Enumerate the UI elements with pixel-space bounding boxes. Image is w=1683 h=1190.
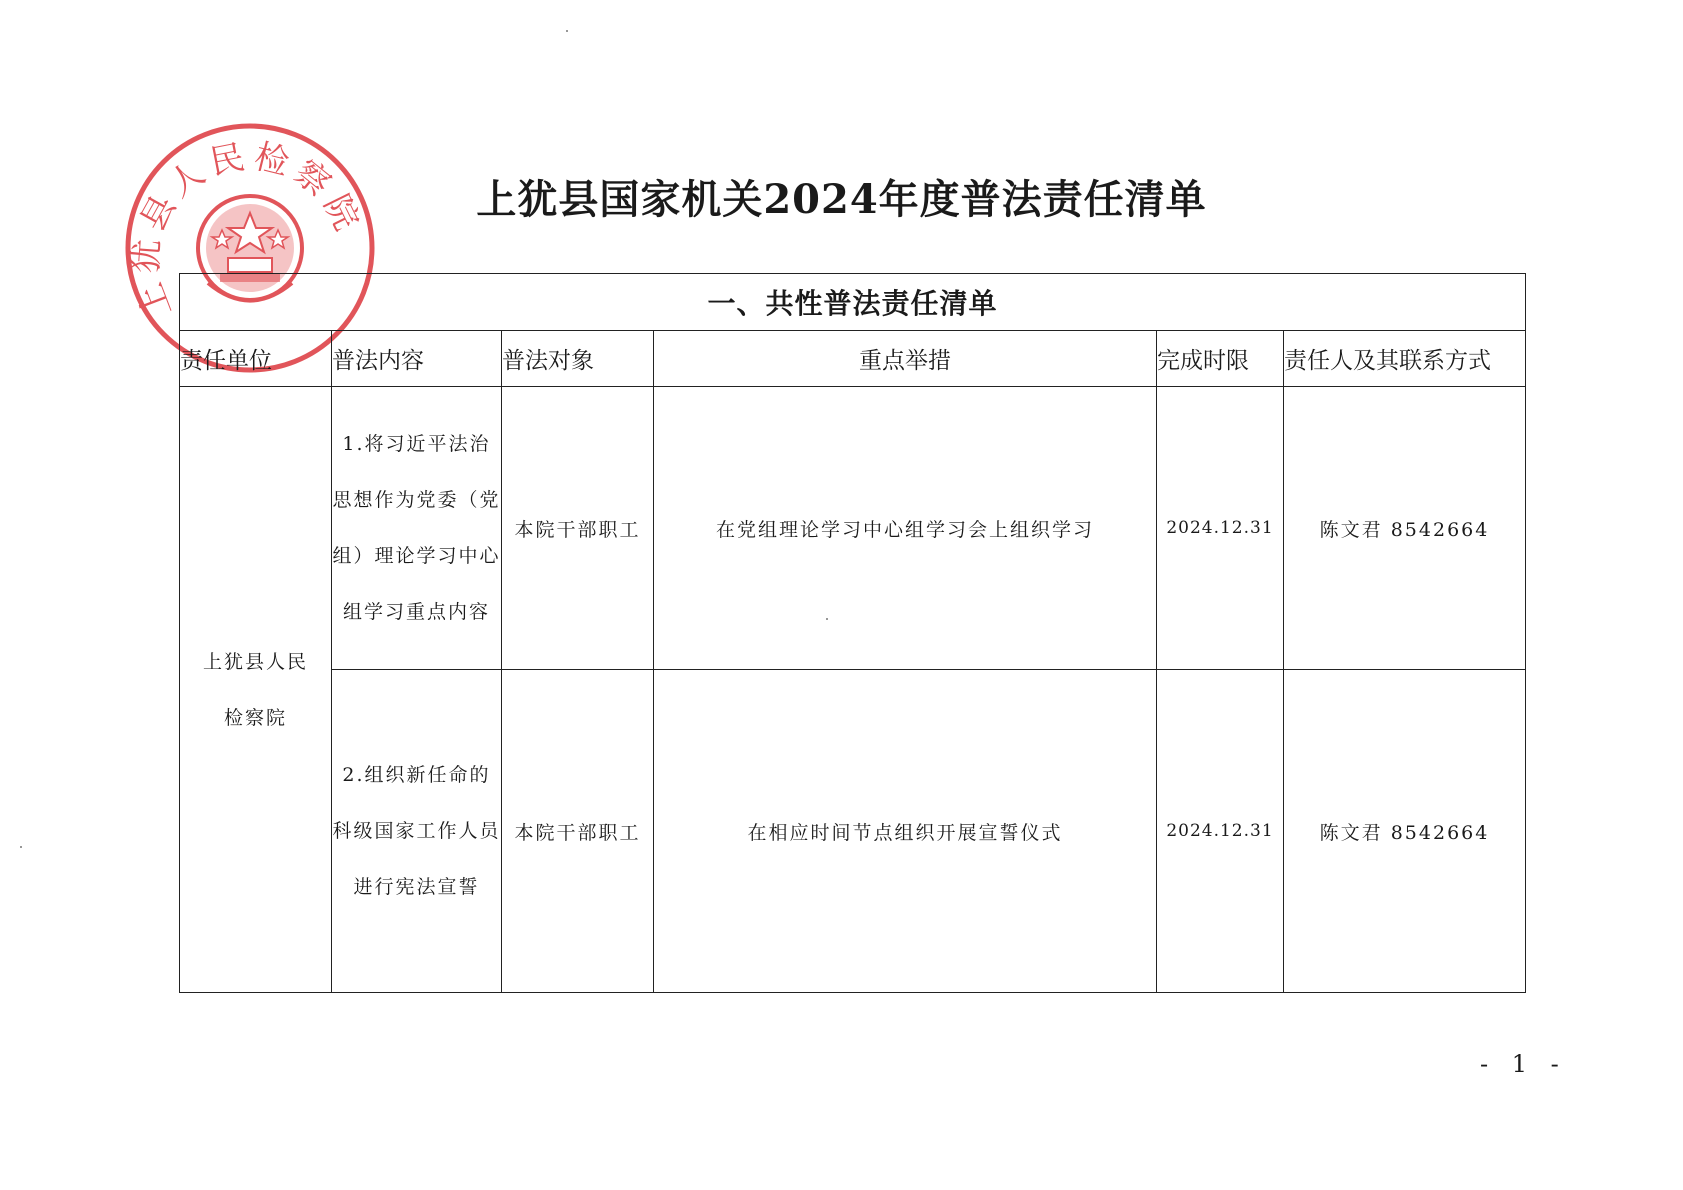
column-header-deadline: 完成时限 xyxy=(1157,331,1284,387)
scan-speck xyxy=(826,618,828,620)
content-text: 2.组织新任命的科级国家工作人员进行宪法宣誓 xyxy=(332,764,501,898)
content-cell xyxy=(332,387,502,670)
column-header-content: 普法内容 xyxy=(332,331,502,387)
responsible-unit: 上犹县人民检察院 xyxy=(202,650,308,729)
measure-cell: 在党组理论学习中心组学习会上组织学习 xyxy=(654,387,1157,670)
page-number: - 1 - xyxy=(1480,1050,1567,1078)
deadline-cell: 2024.12.31 xyxy=(1157,387,1284,670)
column-header-measure: 重点举措 xyxy=(654,331,1157,387)
contact-cell: 陈文君 8542664 xyxy=(1284,670,1526,993)
duty-list-table xyxy=(179,273,1526,993)
scan-speck xyxy=(566,30,568,32)
table-row xyxy=(180,387,1526,670)
target-cell: 本院干部职工 xyxy=(502,670,654,993)
column-header-contact: 责任人及其联系方式 xyxy=(1284,331,1526,387)
column-header-target: 普法对象 xyxy=(502,331,654,387)
deadline-cell: 2024.12.31 xyxy=(1157,670,1284,993)
measure-cell: 在相应时间节点组织开展宣誓仪式 xyxy=(654,670,1157,993)
content-cell xyxy=(332,670,502,993)
target-cell: 本院干部职工 xyxy=(502,387,654,670)
svg-text:上犹县人民检察院: 上犹县人民检察院 xyxy=(125,136,370,324)
contact-cell: 陈文君 8542664 xyxy=(1284,387,1526,670)
table-row xyxy=(180,670,1526,993)
table-header-row xyxy=(180,331,1526,387)
column-header-unit: 责任单位 xyxy=(180,331,332,387)
responsible-unit-cell xyxy=(180,387,332,993)
section-heading: 一、共性普法责任清单 xyxy=(180,274,1526,331)
content-text: 1.将习近平法治思想作为党委（党组）理论学习中心组学习重点内容 xyxy=(332,433,501,623)
document-title: 上犹县国家机关2024年度普法责任清单 xyxy=(476,176,1207,223)
scan-speck xyxy=(20,846,22,848)
